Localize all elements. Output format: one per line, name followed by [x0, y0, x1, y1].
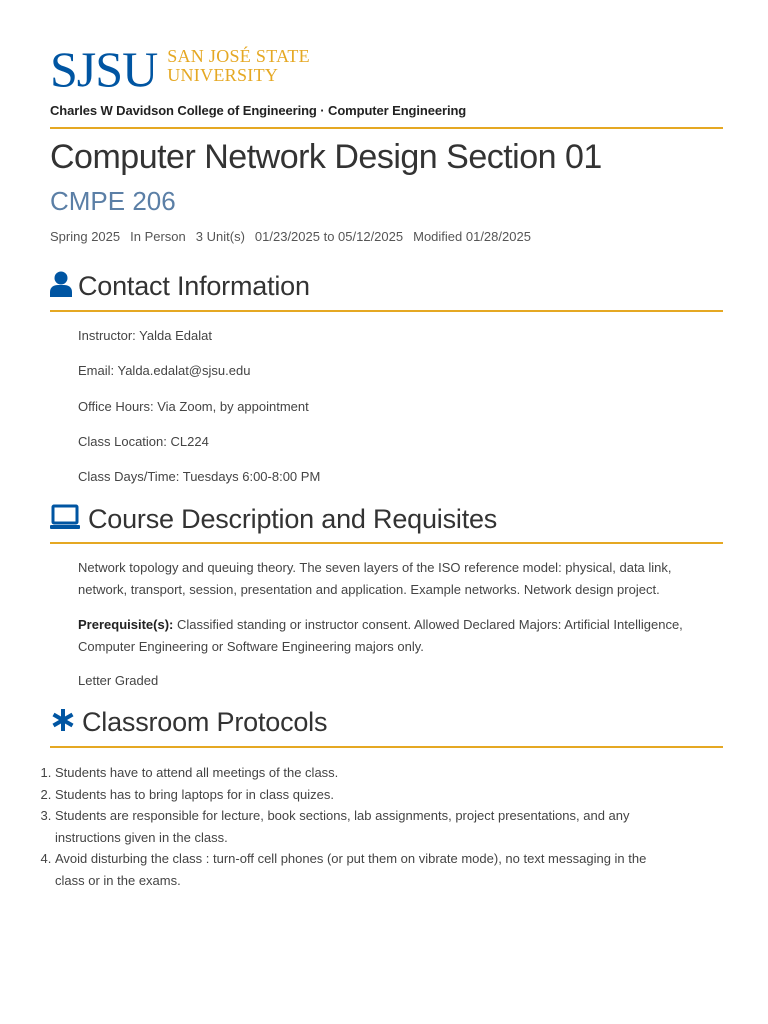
laptop-icon — [50, 504, 80, 535]
contact-instructor: Instructor: Yalda Edalat — [78, 328, 212, 343]
description-divider — [50, 542, 723, 544]
list-item: 3. Students are responsible for lecture, book sections, lab assignments, project presentations, and any instructions given in the class. — [55, 805, 675, 848]
sjsu-logo[interactable] — [50, 41, 310, 97]
meta-term: Spring 2025 — [50, 229, 121, 244]
contact-email[interactable]: Email: Yalda.edalat@sjsu.edu — [78, 363, 251, 378]
meta-units: 3 Unit(s) — [195, 229, 245, 244]
description-section-heading — [50, 503, 497, 535]
logo-line-1: SAN JOSÉ STATE — [167, 46, 310, 66]
meta-modified: Modified 01/28/2025 — [413, 229, 531, 244]
logo-wordmark — [167, 47, 310, 85]
logo-line-2: UNIVERSITY — [167, 65, 279, 85]
contact-heading: Contact Information — [78, 271, 310, 301]
protocols-list — [55, 762, 675, 891]
contact-divider — [50, 310, 723, 312]
protocols-section-heading — [50, 706, 327, 738]
grading-type: Letter Graded — [78, 673, 159, 688]
contact-office-hours: Office Hours: Via Zoom, by appointment — [78, 399, 309, 414]
asterisk-icon — [50, 707, 76, 738]
description-heading: Course Description and Requisites — [88, 504, 498, 534]
meta-modality: In Person — [130, 229, 186, 244]
description-paragraph: Network topology and queuing theory. The seven layers of the ISO reference model: physical, data link, network, transport, session, presentation and application. Example networks. Network design project. — [78, 560, 672, 597]
page-title: Computer Network Design Section 01 — [50, 138, 602, 176]
course-code: CMPE 206 — [50, 186, 176, 216]
header-divider — [50, 127, 723, 129]
logo-abbr: SJSU — [50, 41, 158, 97]
protocols-divider — [50, 746, 723, 748]
course-meta — [50, 229, 531, 244]
user-icon — [50, 271, 72, 302]
prereq-label: Prerequisite(s): — [78, 617, 174, 632]
prereq-text: Classified standing or instructor consent. Allowed Declared Majors: Artificial Intelligence, Computer Engineering or Software Engineering majors only. — [78, 617, 683, 654]
prerequisites — [78, 614, 718, 658]
list-item: 1. Students have to attend all meetings of the class. — [55, 762, 675, 784]
contact-days-time: Class Days/Time: Tuesdays 6:00-8:00 PM — [78, 469, 321, 484]
list-item: 2. Students has to bring laptops for in class quizes. — [55, 784, 675, 806]
meta-dates: 01/23/2025 to 05/12/2025 — [254, 229, 404, 244]
protocols-heading: Classroom Protocols — [82, 707, 328, 737]
list-item: 4. Avoid disturbing the class : turn-off cell phones (or put them on vibrate mode), no text messaging in the class or in the exams. — [55, 848, 675, 891]
college-breadcrumb: Charles W Davidson College of Engineering · Computer Engineering — [50, 103, 467, 118]
contact-location: Class Location: CL224 — [78, 434, 209, 449]
contact-section-heading — [50, 270, 310, 302]
